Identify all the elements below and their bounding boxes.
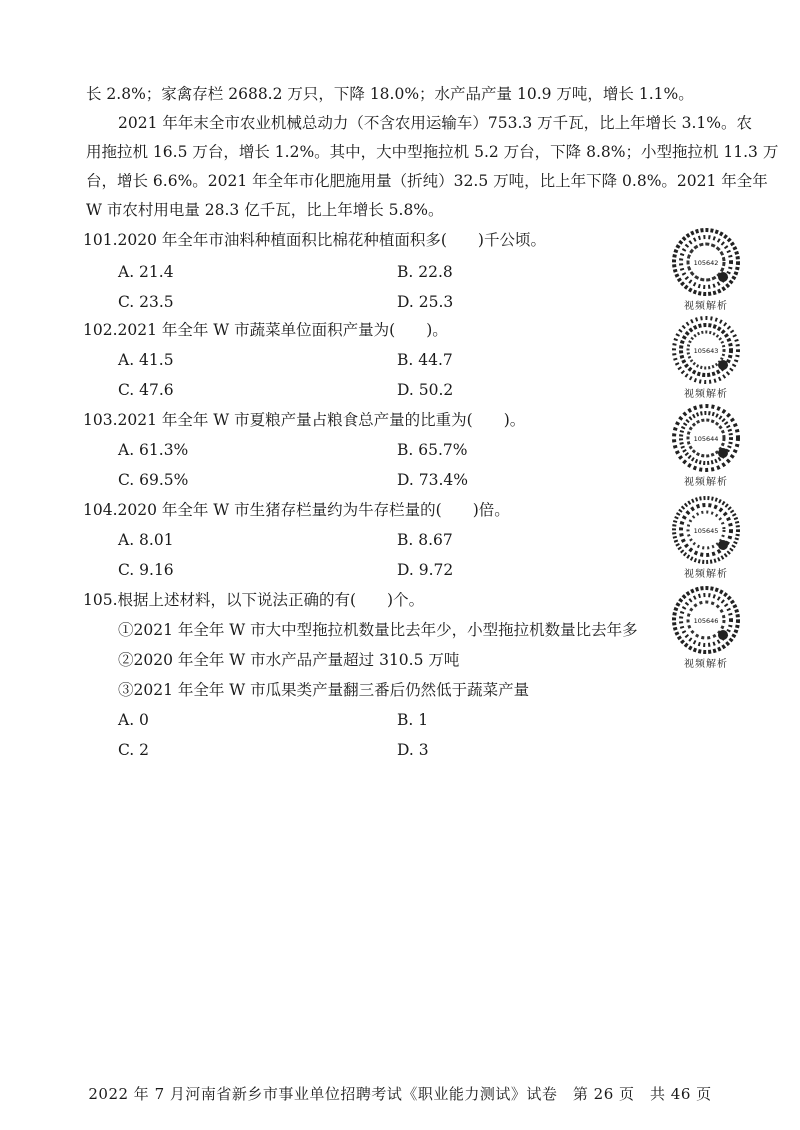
qr-label: 视频解析 xyxy=(684,389,728,400)
qr-label: 视频解析 xyxy=(684,569,728,580)
svg-text:105645: 105645 xyxy=(693,527,719,535)
qr-label: 视频解析 xyxy=(684,477,728,488)
question-105-option-b: B. 1 xyxy=(397,711,429,729)
question-104-option-b: B. 8.67 xyxy=(397,531,453,549)
question-105-option-c: C. 2 xyxy=(118,741,150,759)
question-105-statement-3: ③2021 年全年 W 市瓜果类产量翻三番后仍然低于蔬菜产量 xyxy=(118,681,530,699)
passage-line: 台，增长 6.6%。2021 年全年市化肥施用量（折纯）32.5 万吨，比上年下降 0.8%。2021 年全年 xyxy=(86,172,768,190)
qr-code-icon xyxy=(672,496,740,564)
question-103-option-d: D. 73.4% xyxy=(397,471,468,489)
video-analysis-qr-105[interactable] xyxy=(670,586,742,670)
passage-line: 用拖拉机 16.5 万台，增长 1.2%。其中，大中型拖拉机 5.2 万台，下降 8.8%；小型拖拉机 11.3 万 xyxy=(86,143,779,161)
question-104-option-a: A. 8.01 xyxy=(118,531,174,549)
question-101-option-d: D. 25.3 xyxy=(397,293,454,311)
qr-label: 视频解析 xyxy=(684,301,728,312)
qr-code-icon xyxy=(672,586,740,654)
page-footer: 2022 年 7 月河南省新乡市事业单位招聘考试《职业能力测试》试卷 第 26 页 共 46 页 xyxy=(88,1085,712,1103)
question-104-stem: 104.2020 年全年 W 市生猪存栏量约为牛存栏量的( )倍。 xyxy=(83,501,510,519)
question-101-option-b: B. 22.8 xyxy=(397,263,453,281)
svg-text:105642: 105642 xyxy=(693,259,719,267)
question-103-option-b: B. 65.7% xyxy=(397,441,468,459)
question-104-option-c: C. 9.16 xyxy=(118,561,174,579)
question-102-option-a: A. 41.5 xyxy=(118,351,174,369)
svg-text:105644: 105644 xyxy=(693,435,719,443)
question-103-option-c: C. 69.5% xyxy=(118,471,189,489)
qr-code-icon xyxy=(672,404,740,472)
question-104-option-d: D. 9.72 xyxy=(397,561,454,579)
video-analysis-qr-102[interactable] xyxy=(670,316,742,400)
question-102-option-c: C. 47.6 xyxy=(118,381,174,399)
question-102-option-d: D. 50.2 xyxy=(397,381,454,399)
svg-text:105646: 105646 xyxy=(693,617,719,625)
qr-code-icon xyxy=(672,316,740,384)
question-105-option-d: D. 3 xyxy=(397,741,429,759)
question-105-statement-2: ②2020 年全年 W 市水产品产量超过 310.5 万吨 xyxy=(118,651,460,669)
svg-text:105643: 105643 xyxy=(693,347,719,355)
video-analysis-qr-101[interactable] xyxy=(670,228,742,312)
question-105-option-a: A. 0 xyxy=(118,711,149,729)
question-105-statement-1: ①2021 年全年 W 市大中型拖拉机数量比去年少，小型拖拉机数量比去年多 xyxy=(118,621,638,639)
qr-label: 视频解析 xyxy=(684,659,728,670)
question-103-option-a: A. 61.3% xyxy=(118,441,189,459)
question-101-option-c: C. 23.5 xyxy=(118,293,174,311)
passage-line: W 市农村用电量 28.3 亿千瓦，比上年增长 5.8%。 xyxy=(86,201,444,219)
question-103-stem: 103.2021 年全年 W 市夏粮产量占粮食总产量的比重为( )。 xyxy=(83,411,526,429)
video-analysis-qr-104[interactable] xyxy=(670,496,742,580)
question-105-stem: 105.根据上述材料，以下说法正确的有( )个。 xyxy=(83,591,425,609)
question-101-option-a: A. 21.4 xyxy=(118,263,174,281)
video-analysis-qr-103[interactable] xyxy=(670,404,742,488)
passage-line: 2021 年年末全市农业机械总动力（不含农用运输车）753.3 万千瓦，比上年增长 3.1%。农 xyxy=(118,114,752,132)
question-101-stem: 101.2020 年全年市油料种植面积比棉花种植面积多( )千公顷。 xyxy=(83,231,546,249)
question-102-option-b: B. 44.7 xyxy=(397,351,453,369)
qr-code-icon xyxy=(672,228,740,296)
question-102-stem: 102.2021 年全年 W 市蔬菜单位面积产量为( )。 xyxy=(83,321,448,339)
passage-line: 长 2.8%；家禽存栏 2688.2 万只，下降 18.0%；水产品产量 10.9 万吨，增长 1.1%。 xyxy=(86,85,694,103)
